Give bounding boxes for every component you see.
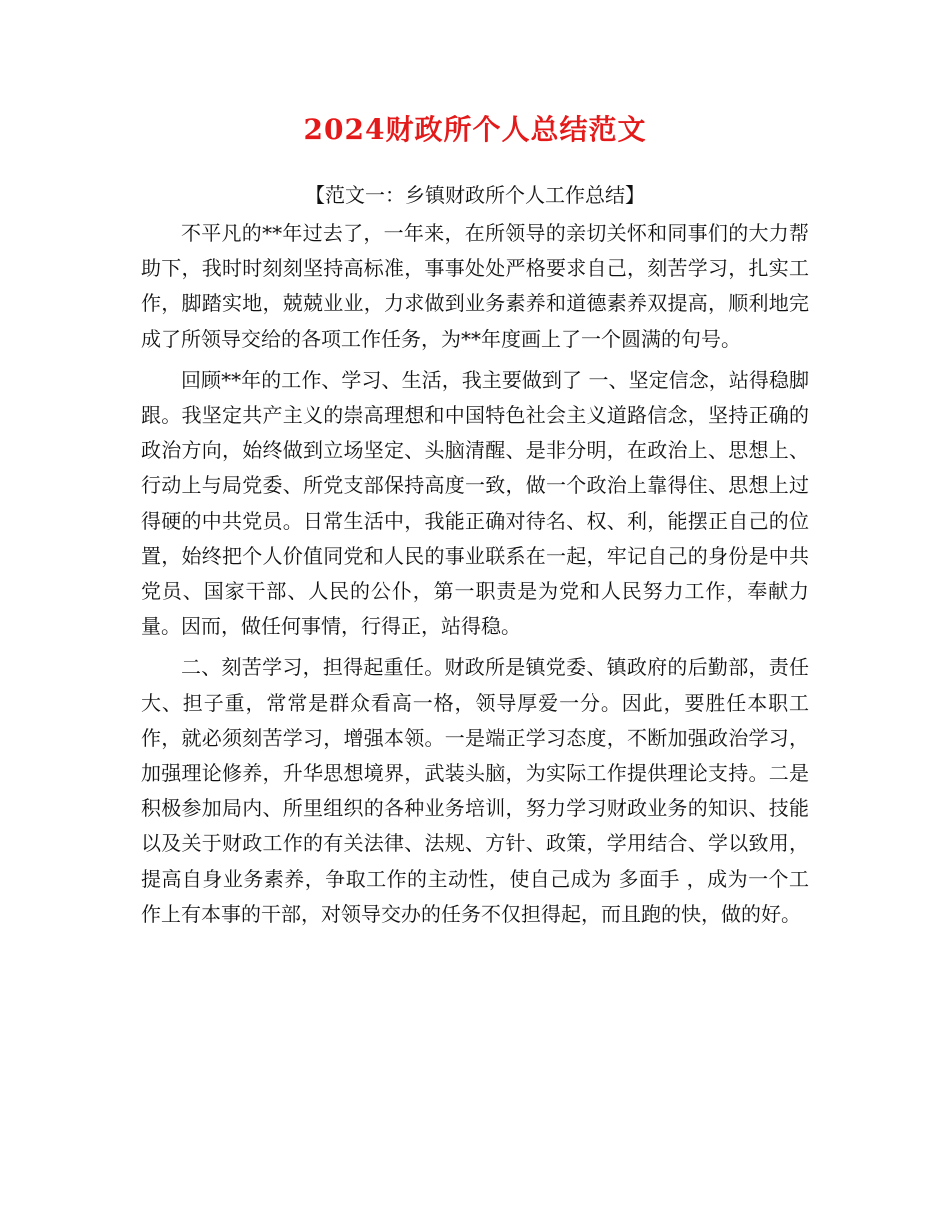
paragraph-3: 二、刻苦学习，担得起重任。财政所是镇党委、镇政府的后勤部，责任大、担子重，常常是群众看高一格，领导厚爱一分。因此，要胜任本职工作，就必须刻苦学习，增强本领。一是端正学习态度，不断加强政治学习，加强理论修养，升华思想境界，武装头脑，为实际工作提供理论支持。二是积极参加局内、所里组织的各种业务培训，努力学习财政业务的知识、技能以及关于财政工作的有关法律、法规、方针、政策，学用结合、学以致用，提高自身业务素养，争取工作的主动性，使自己成为 多面手 ，成为一个工作上有本事的干部，对领导交办的任务不仅担得起，而且跑的快，做的好。 [141,655,809,926]
section-subheading: 【范文一：乡镇财政所个人工作总结】 [305,183,645,207]
paragraph-1: 不平凡的**年过去了，一年来，在所领导的亲切关怀和同事们的大力帮助下，我时时刻刻坚持高标准，事事处处严格要求自己，刻苦学习，扎实工作，脚踏实地，兢兢业业，力求做到业务素养和道德素养双提高，顺利地完成了所领导交给的各项工作任务，为**年度画上了一个圆满的句号。 [141,221,809,351]
paragraph-2: 回顾**年的工作、学习、生活，我主要做到了 一、坚定信念，站得稳脚跟。我坚定共产主义的崇高理想和中国特色社会主义道路信念，坚持正确的政治方向，始终做到立场坚定、头脑清醒、是非分明，在政治上、思想上、行动上与局党委、所党支部保持高度一致，做一个政治上靠得住、思想上过得硬的中共党员。日常生活中，我能正确对待名、权、利，能摆正自己的位置，始终把个人价值同党和人民的事业联系在一起，牢记自己的身份是中共党员、国家干部、人民的公仆，第一职责是为党和人民努力工作，奉献力量。因而，做任何事情，行得正，站得稳。 [141,367,809,639]
document-title: 2024财政所个人总结范文 [303,113,647,146]
document-body [141,216,809,938]
